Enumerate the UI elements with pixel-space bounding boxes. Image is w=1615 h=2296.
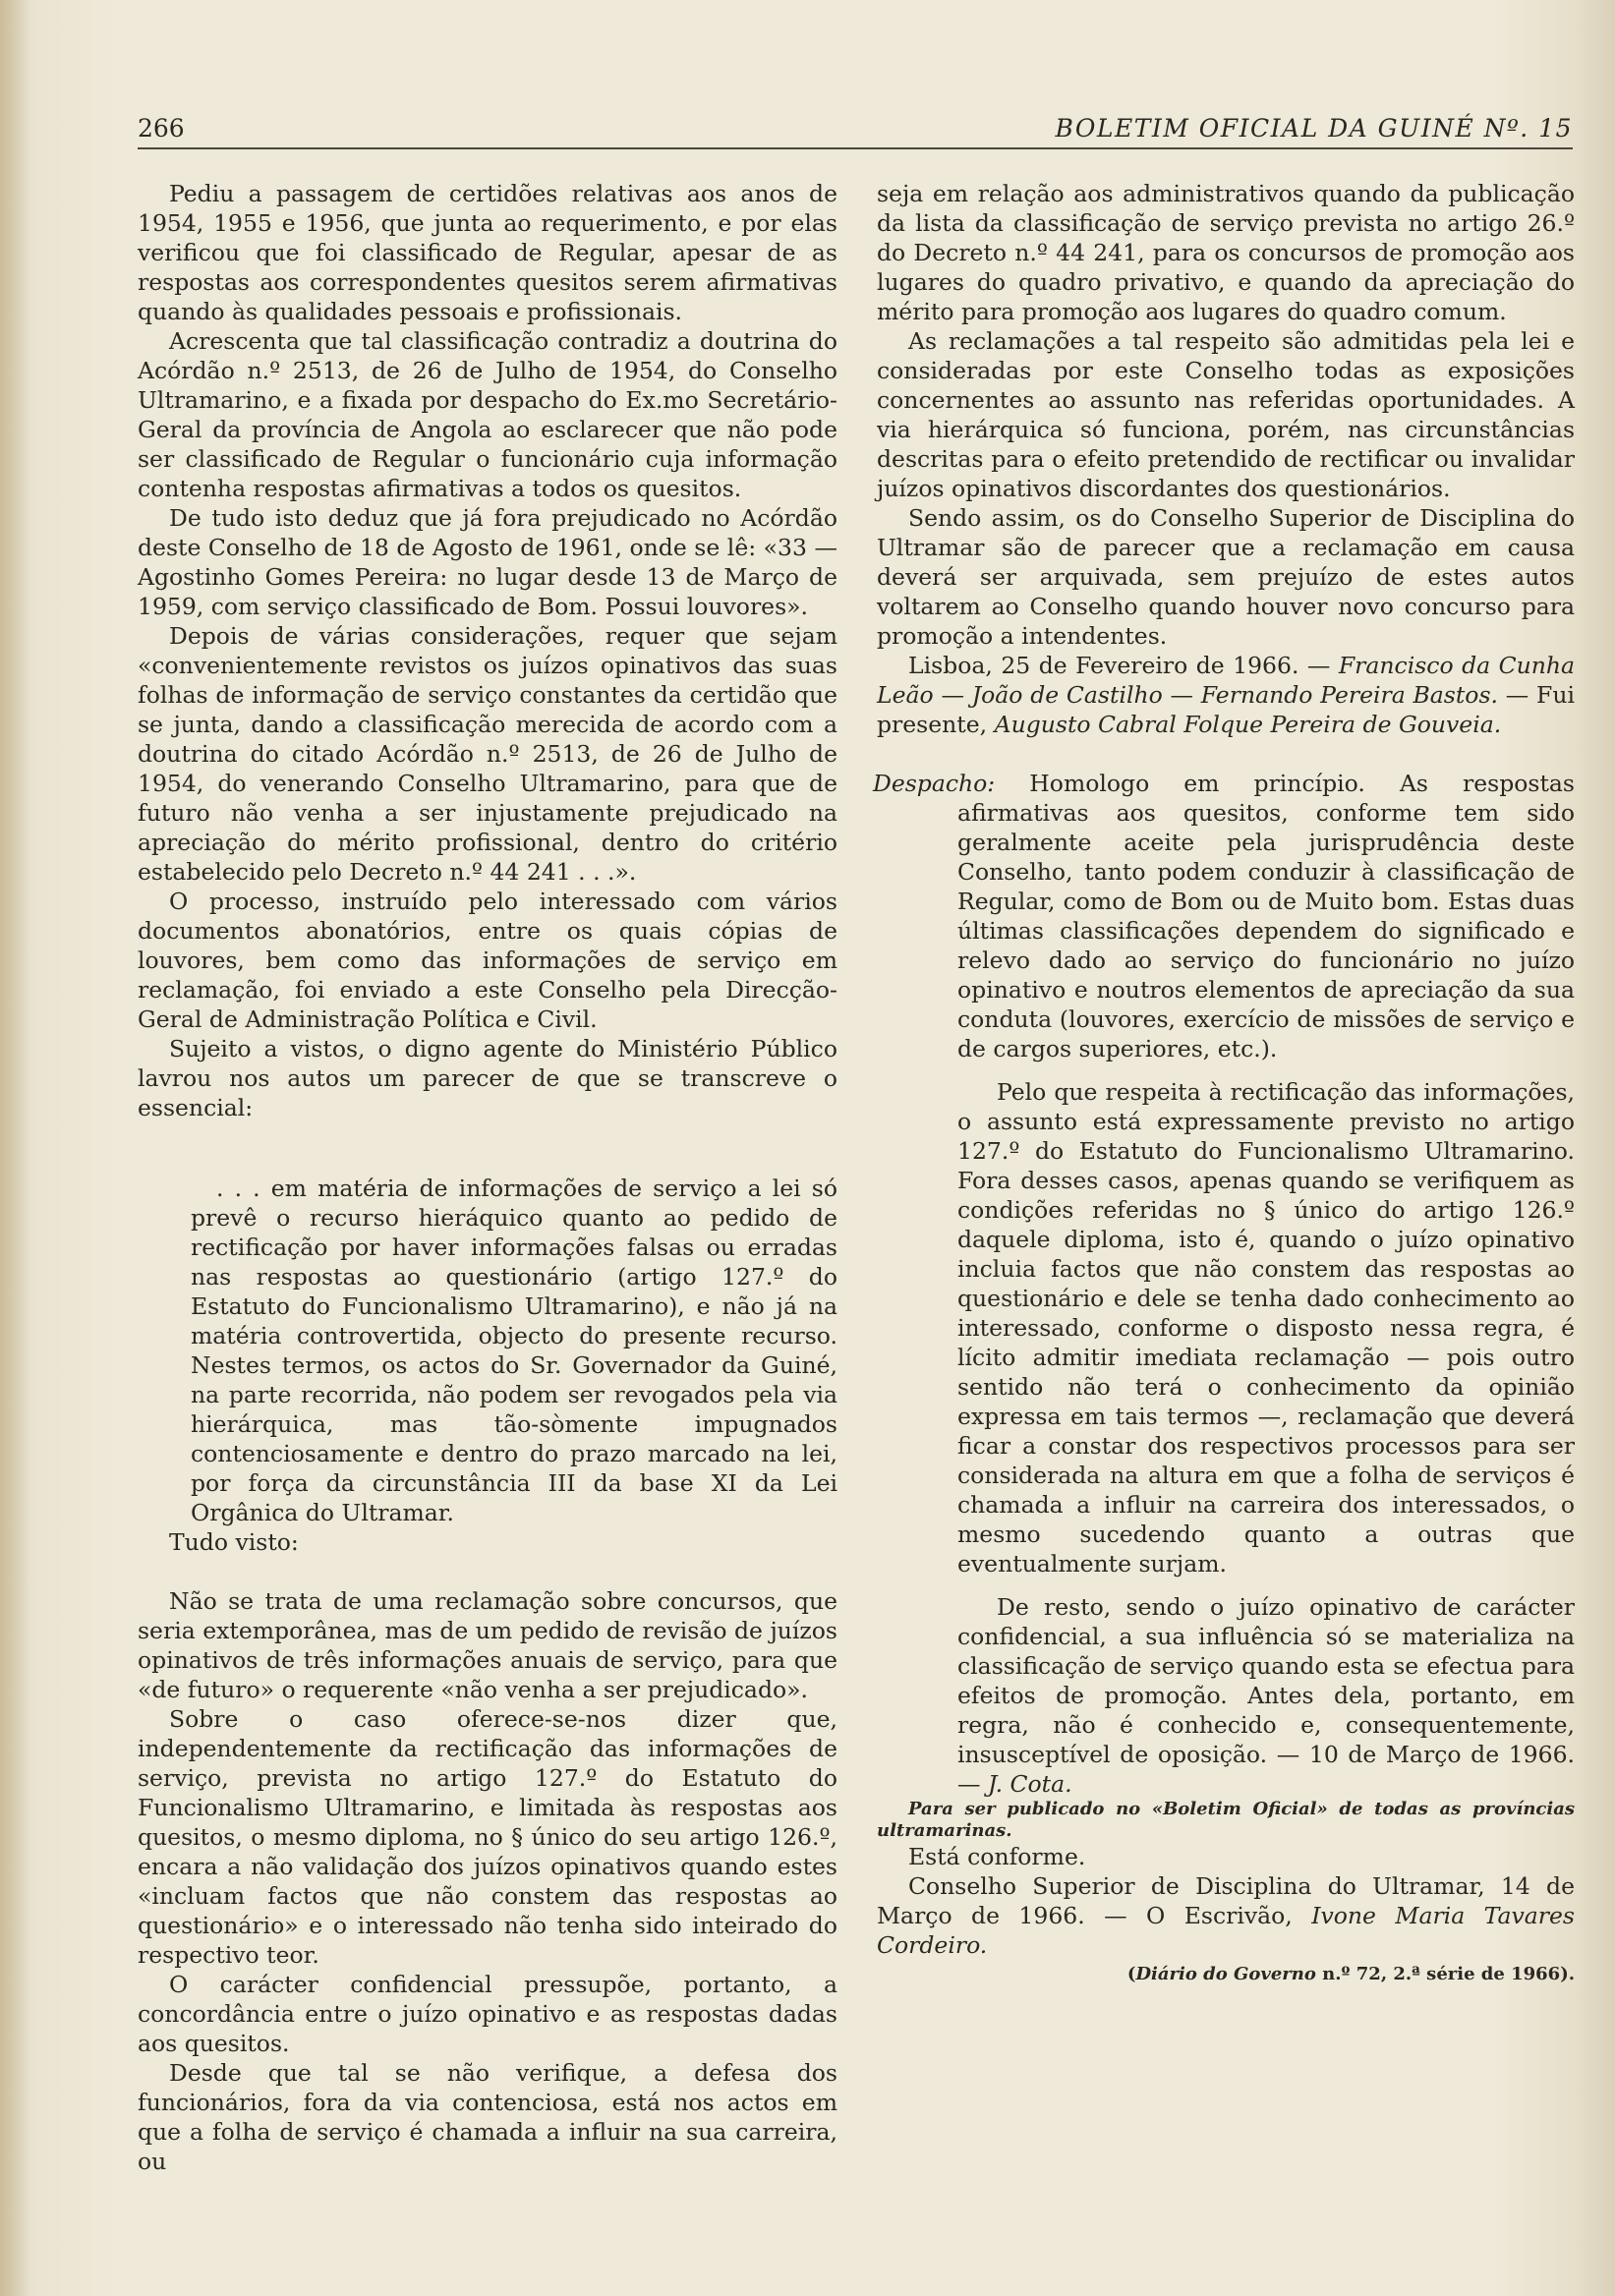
clerk-name: Ivone Maria Tavares Cordeiro. (877, 1902, 1575, 1959)
source-details: n.º 72, 2.ª série de 1966). (1322, 1964, 1575, 1984)
place-date: Lisboa, 25 de Fevereiro de 1966. — (908, 652, 1331, 679)
paragraph: O processo, instruído pelo interessado com vários documentos abonatórios, entre os quais cópias de louvores, bem como das informações de serviço em reclamação, foi enviado a este Conselho pela Direcção-Geral de Administração Política e Civil. (138, 888, 837, 1033)
despacho-paragraph (873, 769, 1575, 1063)
publication-note: Para ser publicado no «Boletim Oficial» de todas as províncias ultramarinas. (877, 1799, 1575, 1841)
section-heading: Tudo visto: (169, 1528, 299, 1556)
despacho-block (873, 769, 1575, 1799)
running-head: BOLETIM OFICIAL DA GUINÉ Nº. 15 (1055, 114, 1573, 143)
paragraph: Sujeito a vistos, o digno agente do Ministério Público lavrou nos autos um parecer de que se transcreve o essencial: (138, 1035, 837, 1121)
paragraph: Depois de várias considerações, requer que sejam «convenientemente revistos os juízos opinativos das suas folhas de informação de serviço constantes da certidão que se junta, dando a classificação merecida de acordo com a doutrina do citado Acórdão n.º 2513, de 26 de Julho de 1954, do venerando Conselho Ultramarino, para que de futuro não venha a ser injustamente prejudicado na apreciação do mérito profissional, dentro do critério estabelecido pelo Decreto n.º 44 241 . . .». (138, 622, 837, 886)
paragraph: O carácter confidencial pressupõe, portanto, a concordância entre o juízo opinativo e as respostas dadas aos quesitos. (138, 1971, 837, 2057)
paragraph: Sobre o caso oferece-se-nos dizer que, independentemente da rectificação das informações de serviço, prevista no artigo 127.º do Estatuto do Funcionalismo Ultramarino, e limitada às respostas aos quesitos, o mesmo diploma, no § único do seu artigo 126.º, encara a não validação dos juízos opinativos quando estes «incluam factos que não constem das respostas ao questionário» e o interessado não tenha sido inteirado do respectivo teor. (138, 1705, 837, 1969)
despacho-paragraph (957, 1592, 1575, 1799)
left-column (138, 179, 837, 2176)
quote-text: . . . em matéria de informações de serviço a lei só prevê o recurso hieráquico quanto ao pedido de rectificação por haver informações falsas ou erradas nas respostas ao questionário (artigo 127.º do Estatuto do Funcionalismo Ultramarino), e não já na matéria controvertida, objecto do presente recurso. Nestes termos, os actos do Sr. Governador da Guiné, na parte recorrida, não podem ser revogados pela via hierárquica, mas tão-sòmente impugnados contenciosamente e dentro do prazo marcado na lei, por força da circunstância III da base XI da Lei Orgânica do Ultramar. (191, 1175, 837, 1526)
signatories: Francisco da Cunha Leão — João de Castilho — Fernando Pereira Bastos. (877, 652, 1575, 709)
source-title: Diário do Governo (1135, 1964, 1316, 1984)
despacho-text: Homologo em princípio. As respostas afirmativas aos quesitos, conforme tem sido geralmente aceite pela jurisprudência deste Conselho, tanto podem conduzir à classificação de Regular, como de Bom ou de Muito bom. Estas duas últimas classificações dependem do significado e relevo dado ao serviço do funcionário no juízo opinativo e noutros elementos de apreciação da sua conduta (louvores, exercício de missões de serviço e de cargos superiores, etc.). (957, 770, 1575, 1062)
paragraph: Pediu a passagem de certidões relativas aos anos de 1954, 1955 e 1956, que junta ao requerimento, e por elas verificou que foi classificado de Regular, apesar de as respostas aos correspondentes quesitos serem afirmativas quando às qualidades pessoais e profissionais. (138, 180, 837, 325)
paragraph: De tudo isto deduz que já fora prejudicado no Acórdão deste Conselho de 18 de Agosto de 1961, onde se lê: «33 — Agostinho Gomes Pereira: no lugar desde 13 de Março de 1959, com serviço classificado de Bom. Possui louvores». (138, 504, 837, 620)
paragraph: Acrescenta que tal classificação contradiz a doutrina do Acórdão n.º 2513, de 26 de Julho de 1954, do Conselho Ultramarino, e a fixada por despacho do Ex.mo Secretário-Geral da província de Angola ao esclarecer que não pode ser classificado de Regular o funcionário cuja informação contenha respostas afirmativas a todos os quesitos. (138, 327, 837, 502)
closing-text: Conselho Superior de Disciplina do Ultramar, 14 de Março de 1966. — O Escrivão, (877, 1872, 1575, 1929)
paragraph: Sendo assim, os do Conselho Superior de Disciplina do Ultramar são de parecer que a reclamação em causa deverá ser arquivada, sem prejuízo de estes autos voltarem ao Conselho quando houver novo concurso para promoção a intendentes. (877, 504, 1575, 650)
despacho-paragraph: Pelo que respeita à rectificação das informações, o assunto está expressamente previsto no artigo 127.º do Estatuto do Funcionalismo Ultramarino. Fora desses casos, apenas quando se verifiquem as condições referidas no § único do artigo 126.º daquele diploma, isto é, quando o juízo opinativo incluia factos que não constem das respostas ao questionário e dele se tenha dado conhecimento ao interessado, conforme o disposto nessa regra, é lícito admitir imediata reclamação — pois outro sentido não terá o conhecimento da opinião expressa em tais termos —, reclamação que deverá ficar a constar dos respectivos processos para ser considerada na altura em que a folha de serviços é chamada a influir na carreira dos interessados, o mesmo sucedendo quanto a outras que eventualmente surjam. (957, 1078, 1575, 1578)
right-column (873, 179, 1575, 1989)
paragraph: Não se trata de uma reclamação sobre concursos, que seria extemporânea, mas de um pedido de revisão de juízos opinativos de três informações anuais de serviço, para que «de futuro» o requerente «não venha a ser prejudicado». (138, 1587, 837, 1703)
despacho-label: Despacho: (873, 770, 996, 797)
closing-paragraph (877, 1871, 1575, 1960)
paragraph: Desde que tal se não verifique, a defesa dos funcionários, fora da via contenciosa, está nos actos em que a folha de serviço é chamada a influir na sua carreira, ou (138, 2059, 837, 2175)
conforme-line: Está conforme. (908, 1843, 1086, 1870)
despacho-signature: J. Cota. (987, 1770, 1072, 1798)
present-name: Augusto Cabral Folque Pereira de Gouveia. (994, 711, 1502, 738)
paragraph: seja em relação aos administrativos quando da publicação da lista da classificação de serviço prevista no artigo 26.º do Decreto n.º 44 241, para os concursos de promoção aos lugares do quadro privativo, e quando da apreciação do mérito para promoção aos lugares do quadro comum. (877, 180, 1575, 325)
page-edge-stain (0, 0, 29, 2296)
despacho-text: De resto, sendo o juízo opinativo de carácter confidencial, a sua influência só se materializa na classificação de serviço quando esta se efectua para efeitos de promoção. Antes dela, portanto, em regra, não é conhecido e, consequentemente, insusceptível de oposição. — 10 de Março de 1966. — (957, 1593, 1575, 1798)
source-citation: (Diário do Governo n.º 72, 2.ª série de 1966). (1126, 1964, 1575, 1984)
signature-block (877, 651, 1575, 739)
paragraph: As reclamações a tal respeito são admitidas pela lei e consideradas por este Conselho todas as exposições concernentes ao assunto nas referidas oportunidades. A via hierárquica só funciona, porém, nas circunstâncias descritas para o efeito pretendido de rectificar ou invalidar juízos opinativos discordantes dos questionários. (877, 327, 1575, 502)
page-header (138, 110, 1573, 149)
present-prefix: — Fui presente, (877, 681, 1575, 738)
page-number: 266 (138, 114, 185, 143)
quoted-opinion (191, 1174, 837, 1527)
